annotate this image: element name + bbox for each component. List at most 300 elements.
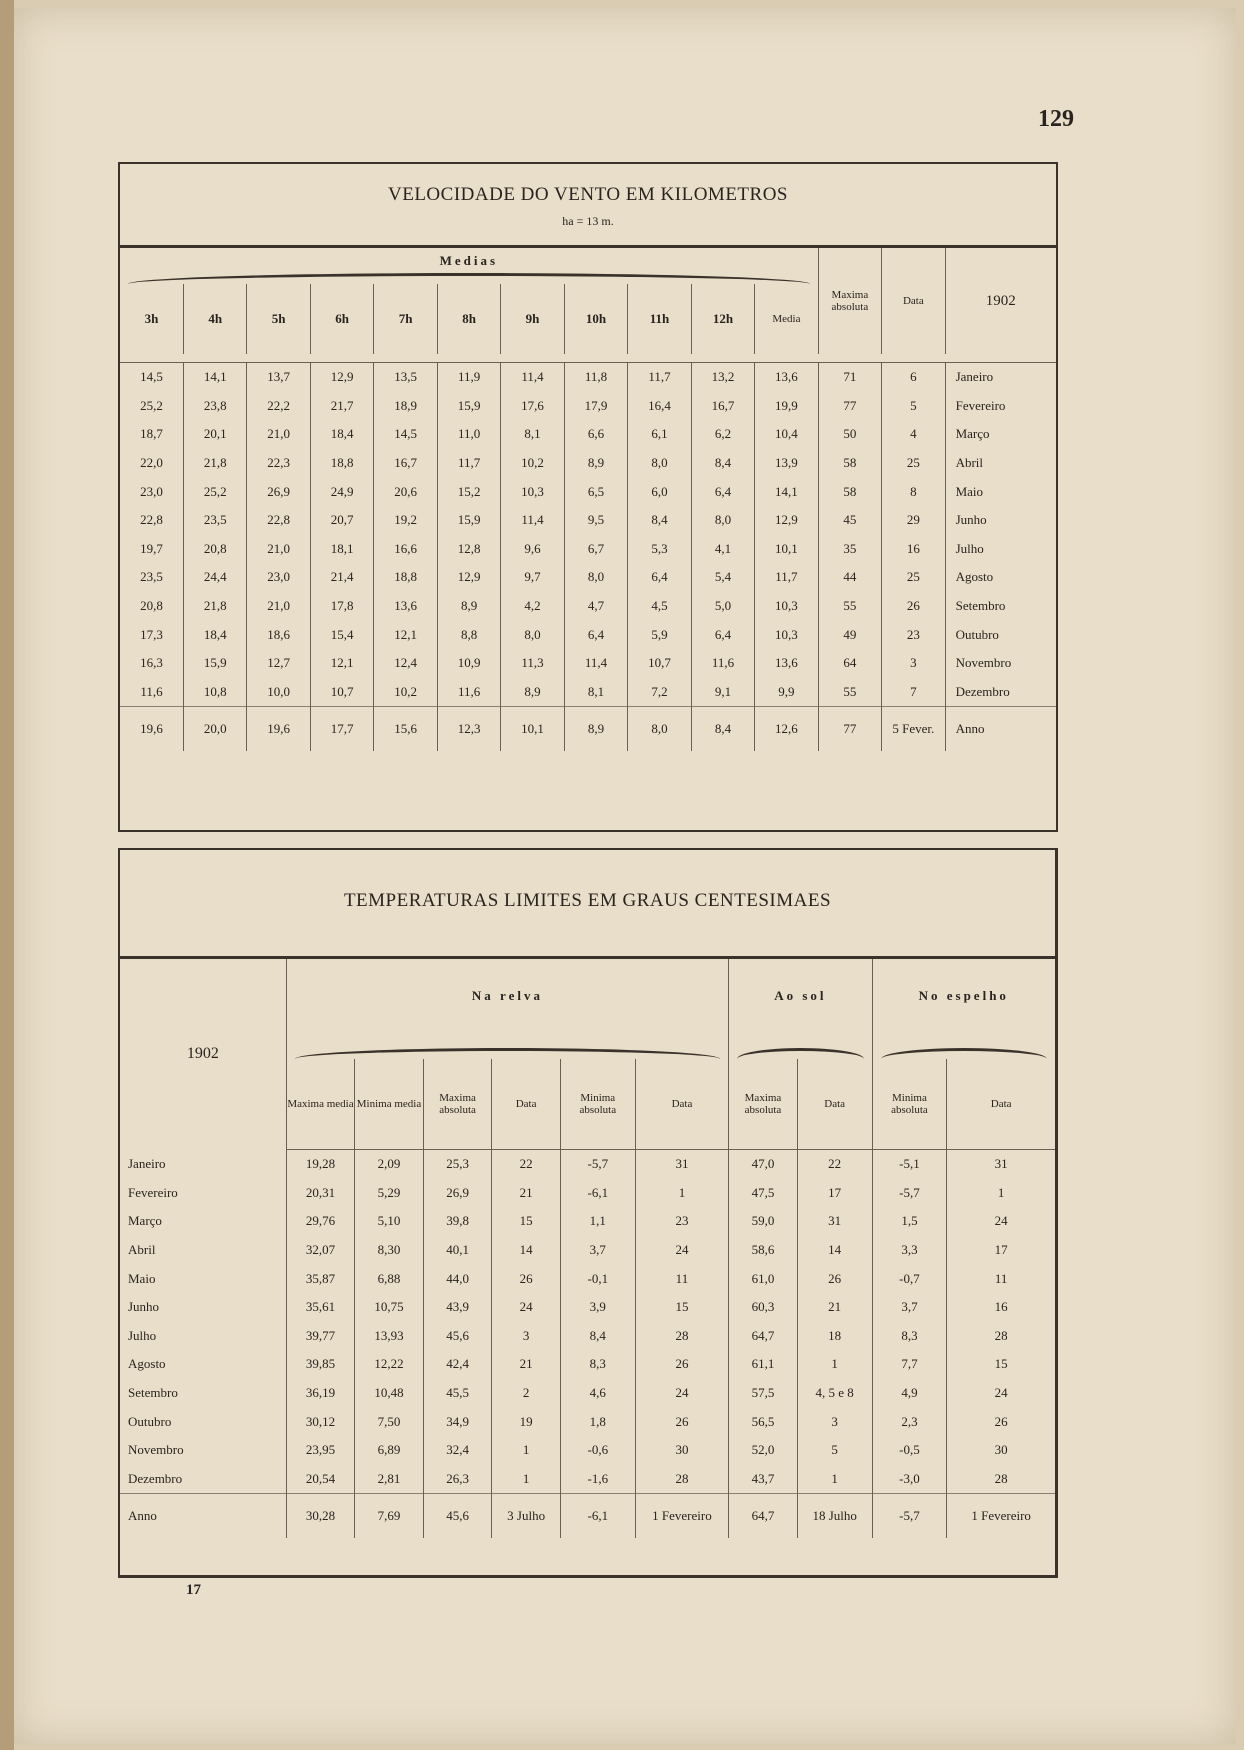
temp-cell: 26,9: [423, 1179, 492, 1208]
wind-group-header: [120, 248, 818, 284]
temp-cell: 16: [947, 1293, 1055, 1322]
wind-cell: 4,7: [564, 592, 627, 621]
wind-media-cell: 10,4: [755, 420, 818, 449]
separator-cell: [691, 354, 754, 363]
wind-cell: 24,4: [183, 563, 246, 592]
temp-cell: 3,7: [560, 1236, 635, 1265]
temp-cell: 26: [635, 1407, 729, 1436]
temp-cell: -1,6: [560, 1465, 635, 1494]
wind-cell: 20,8: [183, 535, 246, 564]
wind-cell: 11,6: [437, 678, 500, 707]
temp-col-header: Data: [947, 1059, 1055, 1150]
temp-month-cell: [120, 1436, 286, 1465]
temp-cell: 24: [947, 1379, 1055, 1408]
wind-month-cell: Anno: [945, 707, 1056, 752]
temp-cell: 17: [947, 1236, 1055, 1265]
wind-cell: 11,4: [501, 363, 564, 392]
wind-cell: 6,1: [628, 420, 691, 449]
wind-cell: 6,4: [564, 620, 627, 649]
temp-row: [120, 1150, 1055, 1179]
temp-row: [120, 1236, 1055, 1265]
wind-media-cell: 11,7: [755, 563, 818, 592]
temp-title: TEMPERATURAS LIMITES EM GRAUS CENTESIMAES: [343, 890, 832, 911]
wind-month-cell: Novembro: [945, 649, 1056, 678]
temp-cell: 1,1: [560, 1207, 635, 1236]
wind-cell: 9,1: [691, 678, 754, 707]
wind-date-cell: 6: [882, 363, 945, 392]
wind-date-cell: 8: [882, 477, 945, 506]
wind-hour-header: 9h: [501, 284, 564, 354]
wind-cell: 10,0: [247, 678, 310, 707]
temp-cell: 64,7: [729, 1322, 798, 1351]
temp-month-cell: [120, 1379, 286, 1408]
temp-cell: 21: [492, 1350, 561, 1379]
temp-col-header: Data: [635, 1059, 729, 1150]
temp-row: [120, 1264, 1055, 1293]
temp-cell: 1: [492, 1436, 561, 1465]
wind-cell: 13,7: [247, 363, 310, 392]
separator-cell: [183, 354, 246, 363]
temp-cell: 8,3: [560, 1350, 635, 1379]
temp-cell: 39,85: [286, 1350, 355, 1379]
temp-cell: 2,81: [355, 1465, 424, 1494]
temp-month-cell: [120, 1322, 286, 1351]
wind-cell: 20,6: [374, 477, 437, 506]
temp-cell: 11: [947, 1264, 1055, 1293]
temp-row: [120, 1322, 1055, 1351]
temp-month-cell: [120, 1236, 286, 1265]
temp-table: [120, 959, 1055, 1538]
wind-cell: 8,0: [691, 506, 754, 535]
temp-cell: 13,93: [355, 1322, 424, 1351]
wind-cell: 11,7: [437, 449, 500, 478]
temp-month-cell: [120, 1494, 286, 1539]
group-na-relva-label: Na relva: [471, 988, 543, 1003]
wind-cell: 21,0: [247, 592, 310, 621]
wind-cell: 10,9: [437, 649, 500, 678]
wind-media-cell: 10,3: [755, 620, 818, 649]
temp-cell: 2: [492, 1379, 561, 1408]
wind-cell: 24,9: [310, 477, 373, 506]
temp-cell: 17: [797, 1179, 872, 1208]
wind-cell: 10,7: [310, 678, 373, 707]
wind-cell: 19,6: [120, 707, 183, 752]
wind-media-cell: 12,6: [755, 707, 818, 752]
temp-cell: 1: [635, 1179, 729, 1208]
wind-cell: 15,9: [437, 392, 500, 421]
wind-cell: 8,1: [564, 678, 627, 707]
wind-month-cell: Março: [945, 420, 1056, 449]
group-no-espelho: [872, 959, 1055, 1059]
temp-month-label: Junho: [128, 1299, 160, 1315]
temp-cell: 2,09: [355, 1150, 424, 1179]
temp-col-header: Maxima media: [286, 1059, 355, 1150]
temp-month-label: Agosto: [128, 1356, 166, 1372]
wind-cell: 15,6: [374, 707, 437, 752]
temp-month-label: Março: [128, 1213, 162, 1229]
temp-cell: 8,3: [872, 1322, 947, 1351]
temp-cell: 8,30: [355, 1236, 424, 1265]
group-na-relva: [286, 959, 729, 1059]
temp-row: [120, 1350, 1055, 1379]
wind-cell: 11,8: [564, 363, 627, 392]
separator-cell: [437, 354, 500, 363]
wind-body: [120, 354, 1056, 751]
temp-month-cell: [120, 1179, 286, 1208]
wind-title: VELOCIDADE DO VENTO EM KILOMETROS: [388, 184, 788, 205]
wind-cell: 10,2: [501, 449, 564, 478]
wind-cell: 5,0: [691, 592, 754, 621]
wind-row: [120, 649, 1056, 678]
wind-cell: 6,6: [564, 420, 627, 449]
temp-col-header: Data: [797, 1059, 872, 1150]
wind-cell: 19,6: [247, 707, 310, 752]
wind-velocity-block: [118, 162, 1058, 832]
wind-cell: 18,4: [310, 420, 373, 449]
wind-cell: 18,7: [140, 426, 163, 442]
wind-cell: 8,9: [564, 449, 627, 478]
temp-cell: 1: [492, 1465, 561, 1494]
wind-max-cell: 58: [818, 449, 881, 478]
temp-month-cell: [120, 1407, 286, 1436]
wind-cell: 11,6: [691, 649, 754, 678]
temp-cell: 45,6: [423, 1322, 492, 1351]
temp-cell: 26: [797, 1264, 872, 1293]
temp-cell: 7,69: [355, 1494, 424, 1539]
temp-cell: 52,0: [729, 1436, 798, 1465]
temp-cell: 45,5: [423, 1379, 492, 1408]
wind-cell: 12,1: [374, 620, 437, 649]
wind-cell: 22,8: [247, 506, 310, 535]
wind-cell: 8,4: [691, 707, 754, 752]
temp-month-cell: [120, 1150, 286, 1179]
temp-cell: 58,6: [729, 1236, 798, 1265]
temp-cell: 2,3: [872, 1407, 947, 1436]
wind-cell: 11,3: [501, 649, 564, 678]
wind-max-cell: 49: [818, 620, 881, 649]
wind-row: [120, 477, 1056, 506]
temp-cell: 42,4: [423, 1350, 492, 1379]
wind-cell: 6,4: [628, 563, 691, 592]
wind-media-cell: 14,1: [755, 477, 818, 506]
signature-mark: 17: [186, 1582, 201, 1598]
wind-cell: 5,4: [691, 563, 754, 592]
wind-cell: 12,1: [310, 649, 373, 678]
wind-cell: 12,7: [247, 649, 310, 678]
wind-row: [120, 535, 1056, 564]
temp-cell: 21: [492, 1179, 561, 1208]
temp-cell: -6,1: [560, 1494, 635, 1539]
wind-hour-header: 5h: [247, 284, 310, 354]
wind-hour-header: 8h: [437, 284, 500, 354]
temp-row: [120, 1407, 1055, 1436]
wind-cell: 9,5: [564, 506, 627, 535]
temp-cell: 14: [492, 1236, 561, 1265]
wind-cell: 26,9: [247, 477, 310, 506]
wind-cell: 16,7: [374, 449, 437, 478]
wind-cell: 17,8: [310, 592, 373, 621]
temp-cell: 24: [492, 1293, 561, 1322]
separator-cell: [628, 354, 691, 363]
wind-cell: 14,5: [374, 420, 437, 449]
temp-cell: 5,29: [355, 1179, 424, 1208]
temp-cell: 60,3: [729, 1293, 798, 1322]
wind-cell: 11,0: [437, 420, 500, 449]
wind-hour-header: 11h: [628, 284, 691, 354]
temp-cell: 5: [797, 1436, 872, 1465]
wind-max-cell: 50: [818, 420, 881, 449]
temp-month-cell: [120, 1350, 286, 1379]
wind-cell: 14,5: [140, 369, 163, 385]
temp-cell: 24: [635, 1236, 729, 1265]
wind-cell: 19,2: [374, 506, 437, 535]
temp-month-cell: [120, 1264, 286, 1293]
wind-cell: 23,5: [183, 506, 246, 535]
group-no-espelho-brace: [881, 1048, 1047, 1059]
book-spine: [0, 0, 14, 1750]
temp-cell: 23: [635, 1207, 729, 1236]
wind-cell: 20,7: [310, 506, 373, 535]
temp-cell: 32,4: [423, 1436, 492, 1465]
temp-cell: 43,7: [729, 1465, 798, 1494]
temp-cell: 7,7: [872, 1350, 947, 1379]
temp-cell: 30: [947, 1436, 1055, 1465]
temp-month-cell: [120, 1465, 286, 1494]
wind-cell: 4,1: [691, 535, 754, 564]
temp-cell: 8,4: [560, 1322, 635, 1351]
wind-cell: 9,6: [501, 535, 564, 564]
wind-max-cell: 64: [818, 649, 881, 678]
temp-cell: 1: [947, 1179, 1055, 1208]
temp-cell: 25,3: [423, 1150, 492, 1179]
wind-col-data: Data: [882, 248, 945, 354]
temp-cell: 3: [492, 1322, 561, 1351]
wind-date-cell: 5: [882, 392, 945, 421]
wind-row: [120, 620, 1056, 649]
temp-cell: 4,6: [560, 1379, 635, 1408]
wind-col-max: Maxima absoluta: [818, 248, 881, 354]
temp-cell: 29,76: [286, 1207, 355, 1236]
temp-cell: 31: [635, 1150, 729, 1179]
wind-cell: 13,2: [691, 363, 754, 392]
group-no-espelho-label: No espelho: [918, 988, 1009, 1003]
temp-cell: 7,50: [355, 1407, 424, 1436]
group-na-relva-brace: [295, 1048, 721, 1059]
temp-cell: 28: [635, 1322, 729, 1351]
wind-cell: 13,6: [374, 592, 437, 621]
wind-date-cell: 3: [882, 649, 945, 678]
temp-year-header: 1902: [186, 1045, 219, 1063]
separator-cell: [564, 354, 627, 363]
wind-cell: 19,7: [140, 540, 163, 556]
wind-date-cell: 29: [882, 506, 945, 535]
wind-row: [120, 592, 1056, 621]
temp-cell: -5,7: [560, 1150, 635, 1179]
temp-cell: 22: [797, 1150, 872, 1179]
temp-cell: 15: [492, 1207, 561, 1236]
wind-cell: 22,8: [140, 512, 163, 528]
temp-cell: 3: [797, 1407, 872, 1436]
temp-cell: 11: [635, 1264, 729, 1293]
temp-cell: 45,6: [423, 1494, 492, 1539]
temp-cell: 19: [492, 1407, 561, 1436]
temp-col-header: Maxima absoluta: [729, 1059, 798, 1150]
temp-cell: 39,77: [286, 1322, 355, 1351]
temp-cell: 3,9: [560, 1293, 635, 1322]
temp-month-cell: [120, 1293, 286, 1322]
wind-date-cell: 7: [882, 678, 945, 707]
wind-cell: 17,9: [564, 392, 627, 421]
temp-month-label: Outubro: [128, 1413, 172, 1429]
wind-cell: 11,4: [564, 649, 627, 678]
wind-max-cell: 58: [818, 477, 881, 506]
wind-row: [120, 678, 1056, 707]
temp-month-label: Setembro: [128, 1385, 178, 1401]
temp-cell: 1,5: [872, 1207, 947, 1236]
wind-cell: 16,3: [140, 655, 163, 671]
temp-cell: 10,48: [355, 1379, 424, 1408]
wind-row: [120, 707, 1056, 752]
temp-col-header: Data: [492, 1059, 561, 1150]
temp-cell: 1: [797, 1465, 872, 1494]
temp-cell: 43,9: [423, 1293, 492, 1322]
wind-cell: 21,0: [247, 535, 310, 564]
wind-cell: 12,9: [437, 563, 500, 592]
wind-header-separator: [120, 354, 1056, 363]
separator-cell: [310, 354, 373, 363]
wind-cell: 8,4: [691, 449, 754, 478]
wind-media-cell: 13,6: [755, 649, 818, 678]
wind-media-cell: 13,6: [755, 363, 818, 392]
separator-cell: [755, 354, 818, 363]
temp-cell: 26: [947, 1407, 1055, 1436]
temp-cell: 44,0: [423, 1264, 492, 1293]
wind-cell: 9,7: [501, 563, 564, 592]
temp-cell: 31: [797, 1207, 872, 1236]
wind-cell: 25,2: [140, 397, 163, 413]
wind-cell: 8,1: [501, 420, 564, 449]
wind-cell: 18,6: [247, 620, 310, 649]
wind-cell: 15,9: [437, 506, 500, 535]
wind-cell: 12,3: [437, 707, 500, 752]
separator-cell: [120, 354, 183, 363]
wind-cell: 21,8: [183, 449, 246, 478]
temperature-block: [118, 848, 1058, 1578]
temp-cell: 26: [492, 1264, 561, 1293]
wind-cell: 23,0: [140, 483, 163, 499]
temp-col-header: Minima absoluta: [872, 1059, 947, 1150]
wind-month-cell: Maio: [945, 477, 1056, 506]
separator-cell: [247, 354, 310, 363]
wind-cell: 15,4: [310, 620, 373, 649]
group-ao-sol-brace: [737, 1048, 863, 1059]
separator-cell: [374, 354, 437, 363]
wind-month-cell: Fevereiro: [945, 392, 1056, 421]
wind-cell: 6,0: [628, 477, 691, 506]
wind-media-cell: 9,9: [755, 678, 818, 707]
temp-cell: 32,07: [286, 1236, 355, 1265]
wind-media-cell: 10,3: [755, 592, 818, 621]
temp-cell: 35,87: [286, 1264, 355, 1293]
wind-month-cell: Julho: [945, 535, 1056, 564]
wind-row: [120, 392, 1056, 421]
wind-month-cell: Abril: [945, 449, 1056, 478]
temp-cell: 22: [492, 1150, 561, 1179]
wind-cell: 5,9: [628, 620, 691, 649]
wind-cell: 6,4: [691, 620, 754, 649]
wind-month-cell: Outubro: [945, 620, 1056, 649]
temp-cell: 12,22: [355, 1350, 424, 1379]
temp-month-label: Janeiro: [128, 1156, 166, 1172]
temp-cell: 10,75: [355, 1293, 424, 1322]
temp-month-label: Dezembro: [128, 1470, 183, 1486]
wind-cell: 8,8: [437, 620, 500, 649]
wind-col-year: 1902: [945, 248, 1056, 354]
temp-cell: 1,8: [560, 1407, 635, 1436]
wind-cell: 6,4: [691, 477, 754, 506]
wind-cell: 18,4: [183, 620, 246, 649]
wind-cell: 21,4: [310, 563, 373, 592]
wind-media-cell: 13,9: [755, 449, 818, 478]
temp-row: [120, 1179, 1055, 1208]
temp-month-cell: [120, 1207, 286, 1236]
temp-cell: 36,19: [286, 1379, 355, 1408]
wind-cell: 10,8: [183, 678, 246, 707]
wind-row: [120, 506, 1056, 535]
temp-cell: 14: [797, 1236, 872, 1265]
wind-cell: 7,2: [628, 678, 691, 707]
temp-row: [120, 1436, 1055, 1465]
wind-table: [120, 248, 1056, 751]
wind-subtitle: ha = 13 m.: [562, 214, 614, 228]
wind-max-cell: 77: [818, 707, 881, 752]
wind-cell: 5,3: [628, 535, 691, 564]
wind-cell: 12,8: [437, 535, 500, 564]
temp-month-label: Abril: [128, 1242, 156, 1258]
wind-hour-header: 7h: [374, 284, 437, 354]
wind-cell: 10,3: [501, 477, 564, 506]
wind-cell: 6,2: [691, 420, 754, 449]
wind-cell: 22,2: [247, 392, 310, 421]
wind-date-cell: 26: [882, 592, 945, 621]
wind-date-cell: 16: [882, 535, 945, 564]
wind-cell: 8,0: [628, 449, 691, 478]
wind-cell: 25,2: [183, 477, 246, 506]
wind-cell: 15,9: [183, 649, 246, 678]
wind-cell: 23,5: [140, 569, 163, 585]
temp-cell: 61,1: [729, 1350, 798, 1379]
separator-cell: [818, 354, 881, 363]
wind-cell: 8,9: [437, 592, 500, 621]
temp-cell: -0,1: [560, 1264, 635, 1293]
wind-month-cell: Dezembro: [945, 678, 1056, 707]
wind-cell: 8,0: [501, 620, 564, 649]
temp-cell: -5,7: [872, 1494, 947, 1539]
temp-month-label: Maio: [128, 1270, 156, 1286]
temp-cell: 20,54: [286, 1465, 355, 1494]
wind-date-cell: 25: [882, 563, 945, 592]
wind-cell: 21,0: [247, 420, 310, 449]
temp-cell: -5,7: [872, 1179, 947, 1208]
temp-cell: 1 Fevereiro: [635, 1494, 729, 1539]
wind-cell: 6,7: [564, 535, 627, 564]
separator-cell: [945, 354, 1056, 363]
temp-cell: 24: [947, 1207, 1055, 1236]
wind-cell: 16,4: [628, 392, 691, 421]
wind-cell: 23,8: [183, 392, 246, 421]
temp-cell: 15: [635, 1293, 729, 1322]
page-number: 129: [1038, 106, 1074, 132]
